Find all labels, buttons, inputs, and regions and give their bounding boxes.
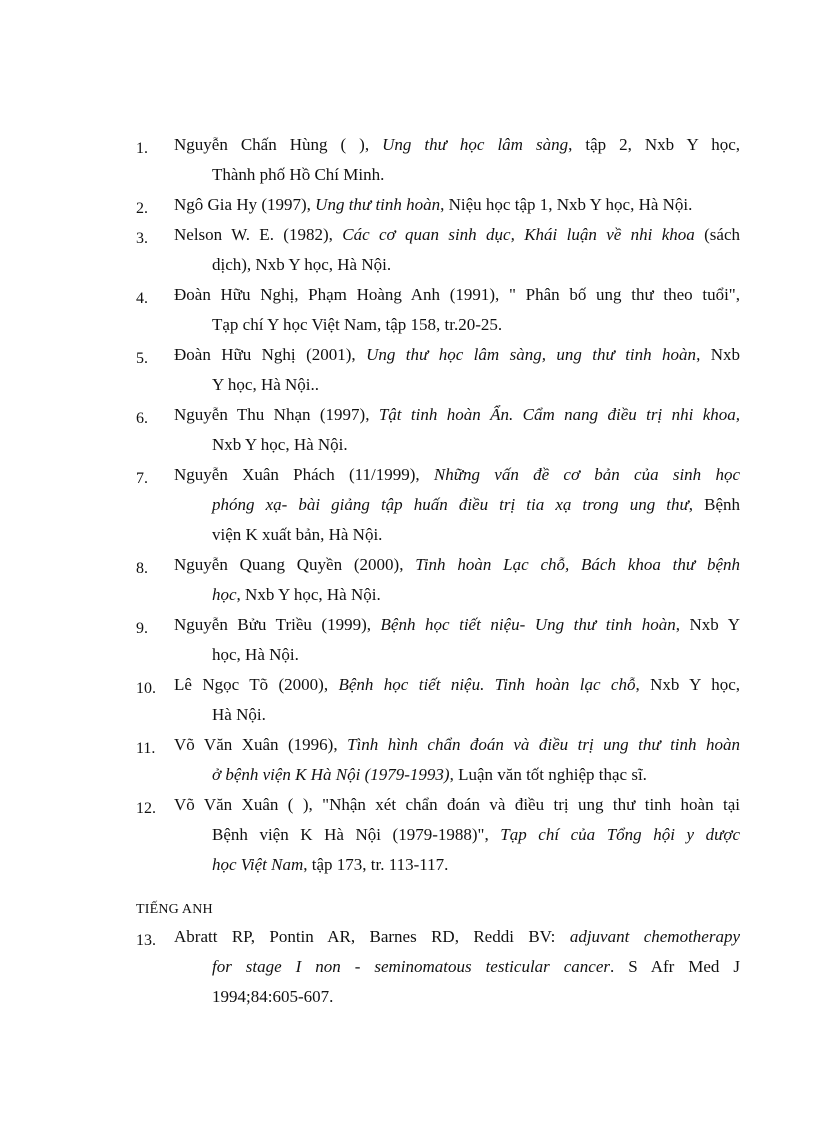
reference-line <box>174 310 740 340</box>
text-segment: Nguyễn Chấn Hùng ( ), <box>174 135 383 154</box>
reference-text <box>174 550 740 610</box>
reference-line <box>174 610 740 640</box>
text-segment: Bệnh viện K Hà Nội (1979-1988)", <box>212 825 501 844</box>
italic-title-segment: adjuvant chemotherapy <box>569 927 740 946</box>
text-segment: Y học, Hà Nội.. <box>212 375 320 394</box>
reference-entry <box>136 400 740 460</box>
reference-line <box>174 820 740 850</box>
text-segment: Thành phố Hồ Chí Minh. <box>212 165 385 184</box>
italic-title-segment: Tình hình chẩn đoán và điều trị ung thư tinh hoàn <box>347 735 741 754</box>
reference-text <box>174 460 740 550</box>
text-segment: , Nxb <box>696 345 741 364</box>
reference-line <box>174 490 740 520</box>
text-segment: Lê Ngọc Tõ (2000), <box>174 675 339 694</box>
reference-line <box>174 250 740 280</box>
reference-line <box>174 400 740 430</box>
reference-text <box>174 190 740 220</box>
reference-line <box>174 340 740 370</box>
reference-line <box>174 550 740 580</box>
section-heading-english: TIẾNG ANH <box>136 902 213 917</box>
reference-number: 7. <box>136 470 148 487</box>
text-segment: , tập 2, Nxb Y học, <box>568 135 740 154</box>
text-segment: Đoàn Hữu Nghị (2001), <box>174 345 367 364</box>
text-segment: , Niệu học tập 1, Nxb Y học, Hà Nội. <box>440 195 693 214</box>
reference-number: 1. <box>136 140 148 157</box>
reference-line <box>174 790 740 820</box>
reference-number: 4. <box>136 290 148 307</box>
reference-text <box>174 790 740 880</box>
text-segment: dịch), Nxb Y học, Hà Nội. <box>212 255 392 274</box>
italic-title-segment: Ung thư tinh hoàn <box>315 195 441 214</box>
reference-text <box>174 340 740 400</box>
text-segment: Hà Nội. <box>212 705 266 724</box>
reference-text <box>174 922 740 1012</box>
italic-title-segment: ở bệnh viện K Hà Nội (1979-1993) <box>212 765 450 784</box>
reference-line <box>174 730 740 760</box>
text-segment: Ngô Gia Hy (1997), <box>174 195 316 214</box>
reference-line <box>174 160 740 190</box>
italic-title-segment: học <box>212 585 237 604</box>
reference-number: 8. <box>136 560 148 577</box>
reference-number: 6. <box>136 410 148 427</box>
reference-line <box>174 220 740 250</box>
italic-title-segment: Ung thư học lâm sàng <box>382 135 569 154</box>
reference-number: 5. <box>136 350 148 367</box>
reference-entry <box>136 610 740 670</box>
reference-line <box>174 850 740 880</box>
italic-title-segment: for stage I non - seminomatous testicular cancer <box>212 957 611 976</box>
reference-line <box>174 922 740 952</box>
reference-line <box>174 130 740 160</box>
reference-text <box>174 130 740 190</box>
text-segment: Nelson W. E. (1982), <box>174 225 343 244</box>
reference-line <box>174 640 740 670</box>
reference-line <box>174 460 740 490</box>
italic-title-segment: phóng xạ- bài giảng tập huấn điều trị tia xạ trong ung thư <box>212 495 689 514</box>
reference-entry <box>136 220 740 280</box>
reference-number: 3. <box>136 230 148 247</box>
italic-title-segment: Tật tinh hoàn Ẩn. Cẩm nang điều trị nhi khoa, <box>378 405 740 424</box>
reference-entry <box>136 280 740 340</box>
reference-entry <box>136 922 740 1012</box>
text-segment: Nguyễn Thu Nhạn (1997), <box>174 405 379 424</box>
text-segment: , Nxb Y học, Hà Nội. <box>236 585 381 604</box>
reference-text <box>174 730 740 790</box>
italic-title-segment: Bệnh học tiết niệu. Tinh hoàn lạc chỗ <box>338 675 636 694</box>
text-segment: (sách <box>694 225 741 244</box>
text-segment: Võ Văn Xuân (1996), <box>174 735 348 754</box>
reference-line <box>174 700 740 730</box>
text-segment: , Nxb Y <box>675 615 740 634</box>
text-segment: Võ Văn Xuân ( ), "Nhận xét chẩn đoán và điều trị ung thư tinh hoàn tại <box>174 795 740 814</box>
text-segment: 1994;84:605-607. <box>212 987 334 1006</box>
reference-number: 2. <box>136 200 148 217</box>
reference-entry <box>136 130 740 190</box>
italic-title-segment: Tạp chí của Tổng hội y dược <box>500 825 740 844</box>
text-segment: Tạp chí Y học Việt Nam, tập 158, tr.20-25. <box>212 315 503 334</box>
reference-text <box>174 400 740 460</box>
reference-entry <box>136 790 740 880</box>
reference-entry <box>136 460 740 550</box>
text-segment: , Bệnh <box>688 495 740 514</box>
reference-entry <box>136 190 740 220</box>
reference-entry <box>136 340 740 400</box>
reference-text <box>174 610 740 670</box>
text-segment: Đoàn Hữu Nghị, Phạm Hoàng Anh (1991), " Phân bố ung thư theo tuổi", <box>174 285 740 304</box>
reference-line <box>174 670 740 700</box>
text-segment: . S Afr Med J <box>610 957 740 976</box>
reference-number: 12. <box>136 800 156 817</box>
reference-line <box>174 580 740 610</box>
text-segment: Nguyễn Quang Quyền (2000), <box>174 555 416 574</box>
reference-number: 11. <box>136 740 156 757</box>
reference-line <box>174 280 740 310</box>
reference-entry <box>136 550 740 610</box>
italic-title-segment: Những vấn đề cơ bản của sinh học <box>433 465 740 484</box>
reference-line <box>174 760 740 790</box>
text-segment: , tập 173, tr. 113-117. <box>303 855 449 874</box>
text-segment: viện K xuất bản, Hà Nội. <box>212 525 383 544</box>
text-segment: Nguyễn Xuân Phách (11/1999), <box>174 465 434 484</box>
italic-title-segment: Bệnh học tiết niệu- Ung thư tinh hoàn <box>380 615 676 634</box>
reference-text <box>174 220 740 280</box>
reference-text <box>174 280 740 340</box>
text-segment: , Luận văn tốt nghiệp thạc sĩ. <box>449 765 647 784</box>
text-segment: Nxb Y học, Hà Nội. <box>212 435 348 454</box>
text-segment: học, Hà Nội. <box>212 645 299 664</box>
text-segment: Abratt RP, Pontin AR, Barnes RD, Reddi BV: <box>174 927 570 946</box>
reference-entry <box>136 730 740 790</box>
text-segment: Nguyễn Bửu Triều (1999), <box>174 615 381 634</box>
reference-entry <box>136 670 740 730</box>
reference-number: 9. <box>136 620 148 637</box>
italic-title-segment: Ung thư học lâm sàng, ung thư tinh hoàn <box>366 345 697 364</box>
italic-title-segment: học Việt Nam <box>212 855 304 874</box>
text-segment: , Nxb Y học, <box>635 675 740 694</box>
reference-line <box>174 982 740 1012</box>
reference-line <box>174 370 740 400</box>
reference-line <box>174 430 740 460</box>
reference-number: 13. <box>136 932 156 949</box>
reference-number: 10. <box>136 680 156 697</box>
reference-line <box>174 520 740 550</box>
italic-title-segment: Tinh hoàn Lạc chỗ, Bách khoa thư bệnh <box>415 555 740 574</box>
reference-line <box>174 952 740 982</box>
italic-title-segment: Các cơ quan sinh dục, Khái luận về nhi khoa <box>342 225 695 244</box>
reference-text <box>174 670 740 730</box>
reference-line <box>174 190 740 220</box>
